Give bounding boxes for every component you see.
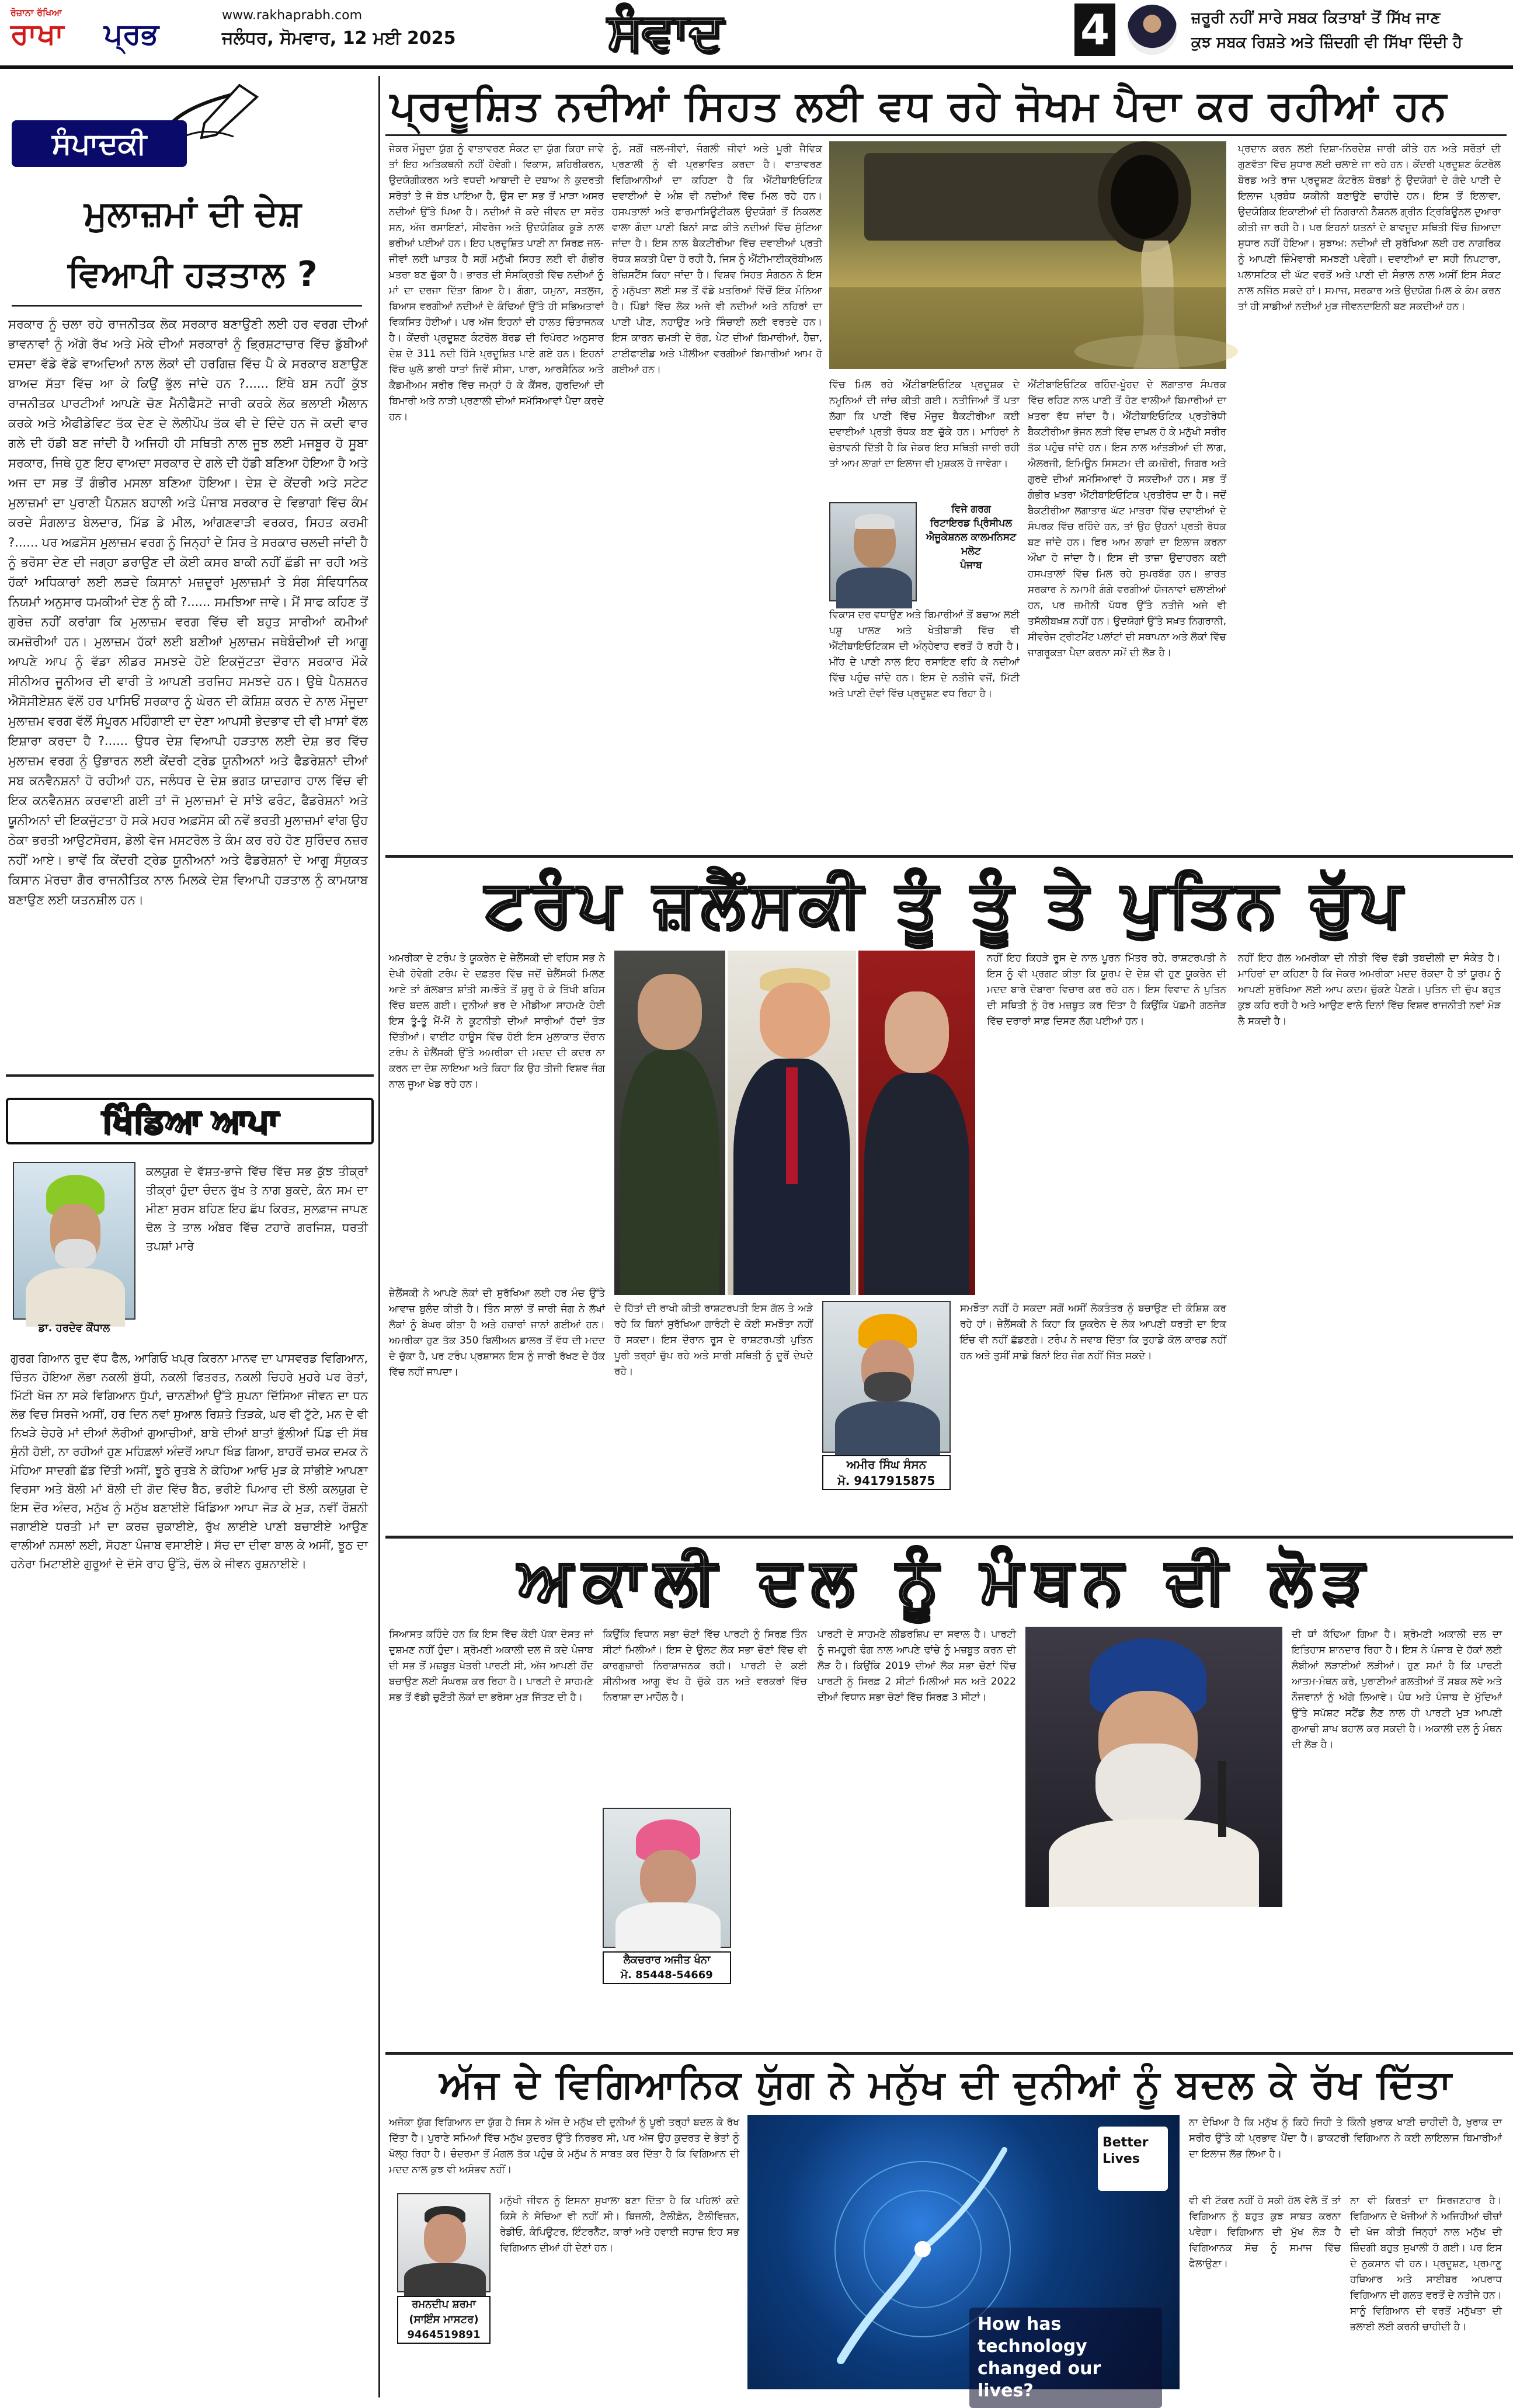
rivers-col-1: ਜੇਕਰ ਮੌਜੂਦਾ ਯੁੱਗ ਨੂੰ ਵਾਤਾਵਰਣ ਸੰਕਟ ਦਾ ਯੁੱਗ ਕਿਹਾ ਜਾਵੇ ਤਾਂ ਇਹ ਅਤਿਕਥਨੀ ਨਹੀਂ ਹੋਵੇਗੀ। ਵਿਕਾਸ, ਸ਼ਹਿਰੀਕਰਨ, ਉਦਯੋਗੀਕਰਨ ਅਤੇ ਵਧਦੀ ਆਬਾਦੀ ਦੇ ਦਬਾਅ ਨੇ ਕੁਦਰਤੀ ਸਰੋਤਾਂ ਤੇ ਜੋ ਬੋਝ ਪਾਇਆ ਹੈ, ਉਸ ਦਾ ਸਭ ਤੋਂ ਮਾੜਾ ਅਸਰ ਨਦੀਆਂ ਉੱਤੇ ਪਿਆ ਹੈ। ਨਦੀਆਂ ਜੋ ਕਦੇ ਜੀਵਨ ਦਾ ਸਰੋਤ ਸਨ, ਅੱਜ ਰਸਾਇਣਾਂ, ਸੀਵਰੇਜ ਅਤੇ ਉਦਯੋਗਿਕ ਕੂੜੇ ਨਾਲ ਭਰੀਆਂ ਪਈਆਂ ਹਨ। ਇਹ ਪ੍ਰਦੂਸ਼ਿਤ ਪਾਣੀ ਨਾ ਸਿਰਫ਼ ਜਲ-ਜੀਵਾਂ ਲਈ ਘਾਤਕ ਹੈ ਸਗੋਂ ਮਨੁੱਖੀ ਸਿਹਤ ਲਈ ਵੀ ਗੰਭੀਰ ਖ਼ਤਰਾ ਬਣ ਚੁੱਕਾ ਹੈ। ਭਾਰਤ ਦੀ ਸੰਸਕ੍ਰਿਤੀ ਵਿੱਚ ਨਦੀਆਂ ਨੂੰ ਮਾਂ ਦਾ ਦਰਜਾ ਦਿੱਤਾ ਗਿਆ ਹੈ। ਗੰਗਾ, ਯਮੁਨਾ, ਸਤਲੁਜ, ਬਿਆਸ ਵਰਗੀਆਂ ਨਦੀਆਂ ਦੇ ਕੰਢਿਆਂ ਉੱਤੇ ਹੀ ਸਭਿਅਤਾਵਾਂ ਵਿਕਸਿਤ ਹੋਈਆਂ। ਪਰ ਅੱਜ ਇਹਨਾਂ ਦੀ ਹਾਲਤ ਚਿੰਤਾਜਨਕ ਹੈ। ਕੇਂਦਰੀ ਪ੍ਰਦੂਸ਼ਣ ਕੰਟਰੋਲ ਬੋਰਡ ਦੀ ਰਿਪੋਰਟ ਅਨੁਸਾਰ ਦੇਸ਼ ਦੇ 311 ਨਦੀ ਹਿੱਸੇ ਪ੍ਰਦੂਸ਼ਿਤ ਪਾਏ ਗਏ ਹਨ। ਇਹਨਾਂ ਵਿੱਚ ਘੁਲੇ ਭਾਰੀ ਧਾਤਾਂ ਜਿਵੇਂ ਸੀਸਾ, ਪਾਰਾ, ਆਰਸੈਨਿਕ ਅਤੇ ਕੈਡਮੀਅਮ ਸਰੀਰ ਵਿੱਚ ਜਮ੍ਹਾਂ ਹੋ ਕੇ ਕੈਂਸਰ, ਗੁਰਦਿਆਂ ਦੀ ਬਿਮਾਰੀ ਅਤੇ ਨਾੜੀ ਪ੍ਰਣਾਲੀ ਦੀਆਂ ਸਮੱਸਿਆਵਾਂ ਪੈਦਾ ਕਰਦੇ ਹਨ। [389, 143, 604, 423]
logo [11, 7, 203, 54]
rivers-col-5: ਪ੍ਰਦਾਨ ਕਰਨ ਲਈ ਦਿਸ਼ਾ-ਨਿਰਦੇਸ਼ ਜਾਰੀ ਕੀਤੇ ਹਨ ਅਤੇ ਸਰੋਤਾਂ ਦੀ ਗੁਣਵੱਤਾ ਵਿੱਚ ਸੁਧਾਰ ਲਈ ਚਲਾਏ ਜਾ ਰਹੇ ਹਨ। ਕੇਂਦਰੀ ਪ੍ਰਦੂਸ਼ਣ ਕੰਟਰੋਲ ਬੋਰਡ ਅਤੇ ਰਾਜ ਪ੍ਰਦੂਸ਼ਣ ਕੰਟਰੋਲ ਬੋਰਡਾਂ ਨੂੰ ਉਦਯੋਗਾਂ ਦੇ ਗੰਦੇ ਪਾਣੀ ਦੇ ਇਲਾਜ ਪ੍ਰਬੰਧ ਯਕੀਨੀ ਬਣਾਉਣੇ ਚਾਹੀਦੇ ਹਨ। ਇਸ ਤੋਂ ਇਲਾਵਾ, ਉਦਯੋਗਿਕ ਇਕਾਈਆਂ ਦੀ ਨਿਗਰਾਨੀ ਨੈਸ਼ਨਲ ਗ੍ਰੀਨ ਟ੍ਰਿਬਿਊਨਲ ਦੁਆਰਾ ਕੀਤੀ ਜਾ ਰਹੀ ਹੈ। ਪਰ ਇਹਨਾਂ ਯਤਨਾਂ ਦੇ ਬਾਵਜੂਦ ਸਥਿਤੀ ਵਿੱਚ ਜ਼ਿਆਦਾ ਸੁਧਾਰ ਨਹੀਂ ਹੋਇਆ। ਸੁਝਾਅ: ਨਦੀਆਂ ਦੀ ਸੁਰੱਖਿਆ ਲਈ ਹਰ ਨਾਗਰਿਕ ਨੂੰ ਆਪਣੀ ਜ਼ਿੰਮੇਵਾਰੀ ਸਮਝਣੀ ਪਵੇਗੀ। ਦਵਾਈਆਂ ਦਾ ਸਹੀ ਨਿਪਟਾਰਾ, ਪਲਾਸਟਿਕ ਦੀ ਘੱਟ ਵਰਤੋਂ ਅਤੇ ਪਾਣੀ ਦੀ ਸੰਭਾਲ ਨਾਲ ਅਸੀਂ ਇਸ ਸੰਕਟ ਨਾਲ ਨਜਿੱਠ ਸਕਦੇ ਹਾਂ। ਸਮਾਜ, ਸਰਕਾਰ ਅਤੇ ਉਦਯੋਗ ਮਿਲ ਕੇ ਕੰਮ ਕਰਨ ਤਾਂ ਹੀ ਸਾਡੀਆਂ ਨਦੀਆਂ ਮੁੜ ਜੀਵਨਦਾਇਨੀ ਬਣ ਸਕਦੀਆਂ ਹਨ। [1238, 143, 1501, 312]
section-title: ਸੰਵਾਦ [607, 1, 723, 61]
akali-headline: ਅਕਾਲੀ ਦਲ ਨੂੰ ਮੰਥਨ ਦੀ ਲੋੜ [517, 1544, 1375, 1617]
editorial-body: ਸਰਕਾਰ ਨੂੰ ਚਲਾ ਰਹੇ ਰਾਜਨੀਤਕ ਲੋਕ ਸਰਕਾਰ ਬਣਾਉਣੀ ਲਈ ਹਰ ਵਰਗ ਦੀਆਂ ਭਾਵਨਾਵਾਂ ਨੂੰ ਅੱਗੇ ਰੱਖ ਅਤੇ ਮੋਕੇ ਦੀਆਂ ਸਰਕਾਰਾਂ ਨੂੰ ਭ੍ਰਿਸ਼ਟਾਚਾਰ ਵਿੱਚ ਡੁੱਬੀਆਂ ਦਸਦਾ ਵੱਡੇ ਵੱਡੇ ਵਾਅਦਿਆਂ ਨਾਲ ਲੋਕਾਂ ਦੀ ਹਰਗਿਜ਼ ਵਿੱਚ ਪੈ ਕੇ ਸਰਕਾਰ ਬਣਾਉਣ ਬਾਅਦ ਸੱਤਾ ਵਿੱਚ ਆ ਕੇ ਕਿਉਂ ਭੁੱਲ ਜਾਂਦੇ ਹਨ ?...... ਇੱਥੇ ਬਸ ਨਹੀਂ ਕੁੱਝ ਰਾਜਨੀਤਕ ਪਾਰਟੀਆਂ ਆਪਣੇ ਚੋਣ ਮੈਨੀਫੈਸਟੋ ਜਾਰੀ ਕਰਕੇ ਲੋਕ ਭਲਾਈ ਐਲਾਨ ਕਰਕੇ ਅਤੇ ਐਫੀਡੇਵਿਟ ਤੱਕ ਦੇਣ ਦੇ ਲੋਲੀਪੌਪ ਤੱਕ ਵੀ ਦੇ ਦਿੰਦੇ ਹਨ ਜੋ ਕਦੀ ਵਾਰ ਗਲੇ ਦੀ ਹੱਡੀ ਬਣ ਜਾਂਦੀ ਹੈ ਅਜਿਹੀ ਹੀ ਸਥਿਤੀ ਨਾਲ ਜੂਝ ਲਈ ਮਜਬੂਰ ਹੋ ਸੂਬਾ ਸਰਕਾਰ, ਜਿਥੇ ਹੁਣ ਇਹ ਵਾਅਦਾ ਸਰਕਾਰ ਦੇ ਗਲੇ ਦੀ ਹੱਡੀ ਬਣਿਆ ਹੋਇਆ ਹੈ ਅਤੇ ਅਜ ਦਾ ਸਭ ਤੋਂ ਗੰਭੀਰ ਮਸਲਾ ਬਣਿਆ ਹੋਇਆ। ਦੇਸ਼ ਦੇ ਕੇਂਦਰੀ ਅਤੇ ਸਟੇਟ ਮੁਲਾਜ਼ਮਾਂ ਦਾ ਪੁਰਾਣੀ ਪੈਨਸ਼ਨ ਬਹਾਲੀ ਅਤੇ ਪੰਜਾਬ ਸਰਕਾਰ ਦੇ ਵਿਭਾਗਾਂ ਵਿੱਚ ਕੰਮ ਕਰਦੇ ਸੰਗਲਾਤ ਬੇਲਦਾਰ, ਮਿੱਡ ਡੇ ਮੀਲ, ਆਂਗਣਵਾੜੀ ਵਰਕਰ, ਸਿਹਤ ਕਰਮੀ ?...... ਪਰ ਅਫ਼ਸੋਸ ਮੁਲਾਜ਼ਮ ਵਰਗ ਨੂੰ ਜਿਨ੍ਹਾਂ ਦੇ ਸਿਰ ਤੇ ਸਰਕਾਰ ਚਲਦੀ ਜਾਂਦੀ ਹੈ ਨੂੰ ਭਰੋਸਾ ਦੇਣ ਦੀ ਜਗ੍ਹਾ ਡਰਾਉਣ ਦੀ ਕੋਈ ਕਸਰ ਬਾਕੀ ਨਹੀਂ ਛੱਡੀ ਜਾ ਰਹੀ ਅਤੇ ਹੱਕਾਂ ਅਧਿਕਾਰਾਂ ਲਈ ਲੜਦੇ ਕਿਸਾਨਾਂ ਮਜ਼ਦੂਰਾਂ ਮੁਲਾਜ਼ਮਾਂ ਤੇ ਸੰਗ ਸੰਵਿਧਾਨਿਕ ਨਿਯਮਾਂ ਅਨੁਸਾਰ ਧਮਕੀਆਂ ਦੇਣ ਨੂੰ ਕੀ ?...... ਸਮਝਿਆ ਜਾਵੇ। ਮੈਂ ਸਾਫ ਕਹਿਣ ਤੋਂ ਗੁਰੇਜ਼ ਨਹੀਂ ਕਰਾਂਗਾ ਕਿ ਮੁਲਾਜ਼ਮ ਵਰਗ ਵਿੱਚ ਵੀ ਬਹੁਤ ਸਾਰੀਆਂ ਕਮੀਆਂ ਕਮਜ਼ੋਰੀਆਂ ਹਨ। ਮੁਲਾਜ਼ਮ ਹੱਕਾਂ ਲਈ ਬਣੀਆਂ ਮੁਲਾਜ਼ਮ ਜਥੇਬੰਦੀਆਂ ਦੀ ਆਗੂ ਆਪਣੇ ਆਪ ਨੂੰ ਵੱਡਾ ਲੀਡਰ ਸਮਝਦੇ ਹੋਏ ਇਕਜੁੱਟਤਾ ਦੌਰਾਨ ਸਰਕਾਰ ਮੌਕੇ ਸੀਨੀਅਰ ਜੂਨੀਅਰ ਦੀ ਵਾਰੀ ਤੇ ਆਪਣੀ ਤਰਜਿਹ ਸਮਝਦੇ ਹਨ। ਉਥੇ ਪੈਨਸ਼ਨਰ ਐਸੋਸੀਏਸ਼ਨ ਵੱਲੋਂ ਹਰ ਪਾਸਿਓਂ ਸਰਕਾਰ ਨੂੰ ਘੇਰਨ ਦੀ ਕੋਸ਼ਿਸ਼ ਕਰਨ ਦੇ ਨਾਲ ਮੌਜੂਦਾ ਮੁਲਾਜ਼ਮ ਵਰਗ ਵੱਲੋਂ ਸੰਪੂਰਨ ਮਹਿੰਗਾਈ ਦਾ ਦੇਣਾ ਆਪਸੀ ਭੇਦਭਾਵ ਦੀ ਵੀ ਖ਼ਾਸਾਂ ਵੱਲ ਇਸ਼ਾਰਾ ਕਰਦਾ ਹੈ ?...... ਉਧਰ ਦੇਸ਼ ਵਿਆਪੀ ਹੜਤਾਲ ਲਈ ਦੇਸ਼ ਭਰ ਵਿੱਚ ਮੁਲਾਜ਼ਮ ਵਰਗ ਨੂੰ ਉਭਾਰਨ ਲਈ ਕੇਂਦਰੀ ਟ੍ਰੇਡ ਯੂਨੀਅਨਾਂ ਅਤੇ ਫੈਡਰੇਸ਼ਨਾਂ ਦੀਆਂ ਸਬ ਕਨਵੈਨਸ਼ਨਾਂ ਹੋ ਰਹੀਆਂ ਹਨ, ਜਲੰਧਰ ਦੇ ਦੇਸ਼ ਭਗਤ ਯਾਦਗਾਰ ਹਾਲ ਵਿੱਚ ਵੀ ਇਕ ਕਨਵੈਨਸ਼ਨ ਕਰਵਾਈ ਗਈ ਤਾਂ ਜੋ ਮੁਲਾਜ਼ਮਾਂ ਦੇ ਸਾਂਝੇ ਫਰੰਟ, ਫੈਡਰੇਸ਼ਨਾਂ ਅਤੇ ਯੂਨੀਅਨਾਂ ਦੀ ਇਕਜੁੱਟਤਾ ਹੋ ਸਕੇ ਮਹਰ ਅਫ਼ਸੋਸ ਕੀ ਨਵੇਂ ਭਰਤੀ ਮੁਲਾਜ਼ਮਾਂ ਵਾਂਗ ਉਹ ਠੇਕਾ ਭਰਤੀ ਆਉਟਸੋਰਸ, ਡੇਲੀ ਵੇਜ ਮਸਟਰੋਲ ਤੇ ਕੰਮ ਕਰ ਰਹੇ ਹੋਣ ਸੁਰਿੰਦਰ ਨਜ਼ਰ ਨਹੀਂ ਆਏ। ਭਾਵੇਂ ਕਿ ਕੇਂਦਰੀ ਟ੍ਰੇਡ ਯੂਨੀਅਨਾਂ ਅਤੇ ਫੈਡਰੇਸ਼ਨਾਂ ਦੇ ਆਗੂ ਸੰਯੁਕਤ ਕਿਸਾਨ ਮੋਰਚਾ ਗੈਰ ਰਾਜਨੀਤਿਕ ਨਾਲ ਮਿਲਕੇ ਦੇਸ਼ ਵਿਆਪੀ ਹੜਤਾਲ ਨੂੰ ਕਾਮਯਾਬ ਬਣਾਉਣ ਲਈ ਯਤਨਸ਼ੀਲ ਹਨ। [8, 317, 368, 907]
science-col-1: ਅਜੋਕਾ ਯੁੱਗ ਵਿਗਿਆਨ ਦਾ ਯੁੱਗ ਹੈ ਜਿਸ ਨੇ ਅੱਜ ਦੇ ਮਨੁੱਖ ਦੀ ਦੁਨੀਆਂ ਨੂੰ ਪੂਰੀ ਤਰ੍ਹਾਂ ਬਦਲ ਕੇ ਰੱਖ ਦਿੱਤਾ ਹੈ। ਪੁਰਾਣੇ ਸਮਿਆਂ ਵਿੱਚ ਮਨੁੱਖ ਕੁਦਰਤ ਉੱਤੇ ਨਿਰਭਰ ਸੀ, ਪਰ ਅੱਜ ਉਹ ਕੁਦਰਤ ਦੇ ਭੇਤਾਂ ਨੂੰ ਖੋਲ੍ਹ ਰਿਹਾ ਹੈ। ਚੰਦਰਮਾ ਤੋਂ ਮੰਗਲ ਤੱਕ ਪਹੁੰਚ ਕੇ ਮਨੁੱਖ ਨੇ ਸਾਬਤ ਕਰ ਦਿੱਤਾ ਹੈ ਕਿ ਵਿਗਿਆਨ ਦੀ ਮਦਦ ਨਾਲ ਕੁਝ ਵੀ ਅਸੰਭਵ ਨਹੀਂ। [389, 2117, 739, 2176]
left-column-divider [378, 76, 380, 2397]
quote-avatar [1127, 5, 1177, 55]
trump-col-4: ਜ਼ੇਲੈਂਸਕੀ ਨੇ ਆਪਣੇ ਲੋਕਾਂ ਦੀ ਸੁਰੱਖਿਆ ਲਈ ਹਰ ਮੰਚ ਉੱਤੇ ਆਵਾਜ਼ ਬੁਲੰਦ ਕੀਤੀ ਹੈ। ਤਿੰਨ ਸਾਲਾਂ ਤੋਂ ਜਾਰੀ ਜੰਗ ਨੇ ਲੱਖਾਂ ਲੋਕਾਂ ਨੂੰ ਬੇਘਰ ਕੀਤਾ ਹੈ ਅਤੇ ਹਜ਼ਾਰਾਂ ਜਾਨਾਂ ਗਈਆਂ ਹਨ। ਅਮਰੀਕਾ ਹੁਣ ਤੱਕ 350 ਬਿਲੀਅਨ ਡਾਲਰ ਤੋਂ ਵੱਧ ਦੀ ਮਦਦ ਦੇ ਚੁੱਕਾ ਹੈ, ਪਰ ਟਰੰਪ ਪ੍ਰਸ਼ਾਸਨ ਇਸ ਨੂੰ ਜਾਰੀ ਰੱਖਣ ਦੇ ਹੱਕ ਵਿੱਚ ਨਹੀਂ ਜਾਪਦਾ। [389, 1287, 605, 1378]
poem-tag-box [6, 1098, 374, 1144]
poem-top-rule [6, 1074, 374, 1077]
science-image-text-bottom: How has technology changed our lives? [969, 2308, 1162, 2408]
rivers-col-3a: ਵਿੱਚ ਮਿਲ ਰਹੇ ਐਂਟੀਬਾਇਓਟਿਕ ਪ੍ਰਦੂਸ਼ਕ ਦੇ ਨਮੂਨਿਆਂ ਦੀ ਜਾਂਚ ਕੀਤੀ ਗਈ। ਨਤੀਜਿਆਂ ਤੋਂ ਪਤਾ ਲੱਗਾ ਕਿ ਪਾਣੀ ਵਿੱਚ ਮੌਜੂਦ ਬੈਕਟੀਰੀਆ ਕਈ ਦਵਾਈਆਂ ਪ੍ਰਤੀ ਰੋਧਕ ਬਣ ਚੁੱਕੇ ਹਨ। ਮਾਹਿਰਾਂ ਨੇ ਚੇਤਾਵਨੀ ਦਿੱਤੀ ਹੈ ਕਿ ਜੇਕਰ ਇਹ ਸਥਿਤੀ ਜਾਰੀ ਰਹੀ ਤਾਂ ਆਮ ਲਾਗਾਂ ਦਾ ਇਲਾਜ ਵੀ ਮੁਸ਼ਕਲ ਹੋ ਜਾਵੇਗਾ। [829, 379, 1020, 469]
page-number: 4 [1074, 4, 1115, 56]
science-article [385, 2056, 1507, 2401]
poem-intro: ਕਲਯੁਗ ਦੇ ਵੱਸ਼ਤ-ਭਾਜੇ ਵਿੱਚ ਵਿੱਚ ਸਭ ਕੁੱਝ ਤੀਕ੍ਰਾਂ ਤੀਕ੍ਰਾਂ ਹੁੰਦਾ ਚੰਦਨ ਰੁੱਖ ਤੇ ਨਾਗ ਬੁਕਦੇ, ਕੰਨ ਸਮ ਦਾ ਮੀਣਾ ਸੁਰਸ ਬਹਿਣ ਇਹ ਛੱਪ ਕਿਰਤ, ਸੁਲਫ਼ਾਜ ਜਾਪਣ ਢੋਲ ਤੇ ਤਾਲ ਅੰਬਰ ਵਿੱਚ ਟਹਾਰੇ ਗਰਜਿਸ਼, ਧਰਤੀ ਤਪਸ਼ਾਂ ਮਾਰੇ [146, 1164, 368, 1253]
rivers-col-4: ਐਂਟੀਬਾਇਓਟਿਕ ਰਹਿੰਦ-ਖੂੰਹਦ ਦੇ ਲਗਾਤਾਰ ਸੰਪਰਕ ਵਿੱਚ ਰਹਿਣ ਨਾਲ ਪਾਣੀ ਤੋਂ ਹੋਣ ਵਾਲੀਆਂ ਬਿਮਾਰੀਆਂ ਦਾ ਖ਼ਤਰਾ ਵੱਧ ਜਾਂਦਾ ਹੈ। ਐਂਟੀਬਾਇਓਟਿਕ ਪ੍ਰਤੀਰੋਧੀ ਬੈਕਟੀਰੀਆ ਭੋਜਨ ਲੜੀ ਵਿੱਚ ਦਾਖ਼ਲ ਹੋ ਕੇ ਮਨੁੱਖੀ ਸਰੀਰ ਤੱਕ ਪਹੁੰਚ ਜਾਂਦੇ ਹਨ। ਇਸ ਨਾਲ ਆਂਤੜੀਆਂ ਦੀ ਲਾਗ, ਐਲਰਜੀ, ਇਮਿਊਨ ਸਿਸਟਮ ਦੀ ਕਮਜ਼ੋਰੀ, ਜਿਗਰ ਅਤੇ ਗੁਰਦੇ ਦੀਆਂ ਸਮੱਸਿਆਵਾਂ ਹੋ ਸਕਦੀਆਂ ਹਨ। ਸਭ ਤੋਂ ਗੰਭੀਰ ਖ਼ਤਰਾ ਐਂਟੀਬਾਇਓਟਿਕ ਪ੍ਰਤੀਰੋਧ ਦਾ ਹੈ। ਜਦੋਂ ਬੈਕਟੀਰੀਆ ਲਗਾਤਾਰ ਘੱਟ ਮਾਤਰਾ ਵਿੱਚ ਦਵਾਈਆਂ ਦੇ ਸੰਪਰਕ ਵਿੱਚ ਰਹਿੰਦੇ ਹਨ, ਤਾਂ ਉਹ ਉਹਨਾਂ ਪ੍ਰਤੀ ਰੋਧਕ ਬਣ ਜਾਂਦੇ ਹਨ। ਫਿਰ ਆਮ ਲਾਗਾਂ ਦਾ ਇਲਾਜ ਕਰਨਾ ਔਖਾ ਹੋ ਜਾਂਦਾ ਹੈ। ਇਸ ਦੀ ਤਾਜ਼ਾ ਉਦਾਹਰਨ ਕਈ ਹਸਪਤਾਲਾਂ ਵਿੱਚ ਮਿਲ ਰਹੇ ਸੁਪਰਬੱਗ ਹਨ। ਭਾਰਤ ਸਰਕਾਰ ਨੇ ਨਮਾਮੀ ਗੰਗੇ ਵਰਗੀਆਂ ਯੋਜਨਾਵਾਂ ਚਲਾਈਆਂ ਹਨ, ਪਰ ਜ਼ਮੀਨੀ ਪੱਧਰ ਉੱਤੇ ਨਤੀਜੇ ਅਜੇ ਵੀ ਤਸੱਲੀਬਖ਼ਸ਼ ਨਹੀਂ ਹਨ। ਉਦਯੋਗਾਂ ਉੱਤੇ ਸਖ਼ਤ ਨਿਗਰਾਨੀ, ਸੀਵਰੇਜ ਟ੍ਰੀਟਮੈਂਟ ਪਲਾਂਟਾਂ ਦੀ ਸਥਾਪਨਾ ਅਤੇ ਲੋਕਾਂ ਵਿੱਚ ਜਾਗਰੂਕਤਾ ਪੈਦਾ ਕਰਨਾ ਸਮੇਂ ਦੀ ਲੋੜ ਹੈ। [1028, 379, 1226, 659]
quote-line-2: ਕੁਝ ਸਬਕ ਰਿਸ਼ਤੇ ਅਤੇ ਜ਼ਿੰਦਗੀ ਵੀ ਸਿੱਖਾ ਦਿੰਦੀ ਹੈ [1191, 34, 1462, 51]
trump-col-5: ਸਮਝੌਤਾ ਨਹੀਂ ਹੋ ਸਕਦਾ ਸਗੋਂ ਅਸੀਂ ਲੋਕਤੰਤਰ ਨੂੰ ਬਚਾਉਣ ਦੀ ਕੋਸ਼ਿਸ਼ ਕਰ ਰਹੇ ਹਾਂ। ਜ਼ੇਲੈਂਸਕੀ ਨੇ ਕਿਹਾ ਕਿ ਯੂਕਰੇਨ ਦੇ ਲੋਕ ਆਪਣੀ ਧਰਤੀ ਦਾ ਇਕ ਇੰਚ ਵੀ ਨਹੀਂ ਛੱਡਣਗੇ। ਟਰੰਪ ਨੇ ਜਵਾਬ ਦਿੱਤਾ ਕਿ ਤੁਹਾਡੇ ਕੋਲ ਕਾਰਡ ਨਹੀਂ ਹਨ ਅਤੇ ਤੁਸੀਂ ਸਾਡੇ ਬਿਨਾਂ ਇਹ ਜੰਗ ਨਹੀਂ ਜਿੱਤ ਸਕਦੇ। [960, 1303, 1226, 1362]
poem-tag: ਖਿੰਡਿਆ ਆਪਾ [102, 1102, 278, 1140]
rivers-article [385, 76, 1507, 852]
trump-col-3: ਨਹੀਂ ਇਹ ਕਿਹੜੇ ਰੂਸ ਦੇ ਨਾਲ ਪੂਰਨ ਮਿੱਤਰ ਰਹੇ, ਰਾਸ਼ਟਰਪਤੀ ਨੇ ਇਸ ਨੂੰ ਵੀ ਪ੍ਰਗਟ ਕੀਤਾ ਕਿ ਯੂਰਪ ਦੇ ਦੇਸ਼ ਵੀ ਹੁਣ ਯੂਕਰੇਨ ਦੀ ਮਦਦ ਬਾਰੇ ਦੋਬਾਰਾ ਵਿਚਾਰ ਕਰ ਰਹੇ ਹਨ। ਇਸ ਵਿਵਾਦ ਨੇ ਪੁਤਿਨ ਦੀ ਸਥਿਤੀ ਨੂੰ ਹੋਰ ਮਜ਼ਬੂਤ ਕਰ ਦਿੱਤਾ ਹੈ ਕਿਉਂਕਿ ਪੱਛਮੀ ਗਠਜੋੜ ਵਿੱਚ ਦਰਾਰਾਂ ਸਾਫ਼ ਦਿਸਣ ਲੱਗ ਪਈਆਂ ਹਨ। [987, 952, 1226, 1027]
site-url[interactable]: www.rakhaprabh.com [222, 8, 363, 23]
quote-line-1: ਜ਼ਰੂਰੀ ਨਹੀਂ ਸਾਰੇ ਸਬਕ ਕਿਤਾਬਾਂ ਤੋਂ ਸਿੱਖ ਜਾਣ [1191, 9, 1441, 27]
science-author-caption: ਰਮਨਦੀਪ ਸ਼ਰਮਾ (ਸਾਇੰਸ ਮਾਸਟਰ) 9464519891 [397, 2296, 491, 2344]
science-headline: ਅੱਜ ਦੇ ਵਿਗਿਆਨਿਕ ਯੁੱਗ ਨੇ ਮਨੁੱਖ ਦੀ ਦੁਨੀਆਂ ਨੂੰ ਬਦਲ ਕੇ ਰੱਖ ਦਿੱਤਾ [439, 2062, 1453, 2107]
akali-col-2: ਕਿਉਂਕਿ ਵਿਧਾਨ ਸਭਾ ਚੋਣਾਂ ਵਿੱਚ ਪਾਰਟੀ ਨੂੰ ਸਿਰਫ਼ ਤਿੰਨ ਸੀਟਾਂ ਮਿਲੀਆਂ। ਇਸ ਦੇ ਉਲਟ ਲੋਕ ਸਭਾ ਚੋਣਾਂ ਵਿੱਚ ਵੀ ਕਾਰਗੁਜ਼ਾਰੀ ਨਿਰਾਸ਼ਾਜਨਕ ਰਹੀ। ਪਾਰਟੀ ਦੇ ਕਈ ਸੀਨੀਅਰ ਆਗੂ ਵੱਖ ਹੋ ਚੁੱਕੇ ਹਨ ਅਤੇ ਵਰਕਰਾਂ ਵਿੱਚ ਨਿਰਾਸ਼ਾ ਦਾ ਮਾਹੌਲ ਹੈ। [603, 1628, 807, 1703]
editorial-title-2: ਵਿਆਪੀ ਹੜਤਾਲ ? [68, 254, 318, 295]
science-col-4: ਵੀ ਵੀ ਟੱਕਰ ਨਹੀਂ ਹੋ ਸਕੀ ਹੱਲ ਵੇਲੇ ਤੋਂ ਤਾਂ ਵਿਗਿਆਨ ਨੂੰ ਬਹੁਤ ਕੁਝ ਸਾਬਤ ਕਰਨਾ ਪਵੇਗਾ। ਵਿਗਿਆਨ ਦੀ ਮੁੱਖ ਲੋੜ ਹੈ ਵਿਗਿਆਨਕ ਸੋਚ ਨੂੰ ਸਮਾਜ ਵਿੱਚ ਫੈਲਾਉਣਾ। [1189, 2195, 1341, 2270]
trump-bottom-rule [385, 1536, 1513, 1539]
trump-headline: ਟਰੰਪ ਜ਼ਲੈਂਸਕੀ ਤੂੰ ਤੂੰ ਤੇ ਪੁਤਿਨ ਚੁੱਪ [485, 866, 1407, 941]
akali-author-photo [603, 1808, 731, 1948]
rivers-headline-rule [385, 134, 1507, 136]
rivers-col-2: ਨੂੰ, ਸਗੋਂ ਜਲ-ਜੀਵਾਂ, ਜੰਗਲੀ ਜੀਵਾਂ ਅਤੇ ਪੂਰੀ ਜੈਵਿਕ ਪ੍ਰਣਾਲੀ ਨੂੰ ਵੀ ਪ੍ਰਭਾਵਿਤ ਕਰਦਾ ਹੈ। ਵਾਤਾਵਰਣ ਵਿਗਿਆਨੀਆਂ ਦਾ ਕਹਿਣਾ ਹੈ ਕਿ ਐਂਟੀਬਾਇਓਟਿਕ ਦਵਾਈਆਂ ਦੇ ਅੰਸ਼ ਵੀ ਨਦੀਆਂ ਵਿੱਚ ਮਿਲ ਰਹੇ ਹਨ। ਹਸਪਤਾਲਾਂ ਅਤੇ ਫਾਰਮਾਸਿਊਟੀਕਲ ਉਦਯੋਗਾਂ ਤੋਂ ਨਿਕਲਣ ਵਾਲਾ ਗੰਦਾ ਪਾਣੀ ਬਿਨਾਂ ਸਾਫ਼ ਕੀਤੇ ਨਦੀਆਂ ਵਿੱਚ ਸੁੱਟਿਆ ਜਾਂਦਾ ਹੈ। ਇਸ ਨਾਲ ਬੈਕਟੀਰੀਆ ਵਿੱਚ ਦਵਾਈਆਂ ਪ੍ਰਤੀ ਰੋਧਕ ਸ਼ਕਤੀ ਪੈਦਾ ਹੋ ਰਹੀ ਹੈ, ਜਿਸ ਨੂੰ ਐਂਟੀਮਾਈਕ੍ਰੋਬੀਅਲ ਰੇਜ਼ਿਸਟੈਂਸ ਕਿਹਾ ਜਾਂਦਾ ਹੈ। ਵਿਸ਼ਵ ਸਿਹਤ ਸੰਗਠਨ ਨੇ ਇਸ ਨੂੰ ਮਨੁੱਖਤਾ ਲਈ ਸਭ ਤੋਂ ਵੱਡੇ ਖ਼ਤਰਿਆਂ ਵਿੱਚੋਂ ਇੱਕ ਮੰਨਿਆ ਹੈ। ਪਿੰਡਾਂ ਵਿੱਚ ਲੋਕ ਅਜੇ ਵੀ ਨਦੀਆਂ ਅਤੇ ਨਹਿਰਾਂ ਦਾ ਪਾਣੀ ਪੀਣ, ਨਹਾਉਣ ਅਤੇ ਸਿੰਚਾਈ ਲਈ ਵਰਤਦੇ ਹਨ। ਇਸ ਕਾਰਨ ਚਮੜੀ ਦੇ ਰੋਗ, ਪੇਟ ਦੀਆਂ ਬਿਮਾਰੀਆਂ, ਹੈਜ਼ਾ, ਟਾਈਫਾਈਡ ਅਤੇ ਪੀਲੀਆ ਵਰਗੀਆਂ ਬਿਮਾਰੀਆਂ ਆਮ ਹੋ ਗਈਆਂ ਹਨ। [612, 143, 822, 375]
rivers-bottom-rule [385, 855, 1513, 858]
editorial-section [0, 76, 374, 1074]
trump-author-photo [822, 1301, 951, 1453]
akali-col-1: ਸਿਆਸਤ ਕਹਿੰਦੇ ਹਨ ਕਿ ਇਸ ਵਿੱਚ ਕੋਈ ਪੱਕਾ ਦੋਸਤ ਜਾਂ ਦੁਸ਼ਮਣ ਨਹੀਂ ਹੁੰਦਾ। ਸ਼੍ਰੋਮਣੀ ਅਕਾਲੀ ਦਲ ਜੋ ਕਦੇ ਪੰਜਾਬ ਦੀ ਸਭ ਤੋਂ ਮਜ਼ਬੂਤ ਖੇਤਰੀ ਪਾਰਟੀ ਸੀ, ਅੱਜ ਆਪਣੀ ਹੋਂਦ ਬਚਾਉਣ ਲਈ ਸੰਘਰਸ਼ ਕਰ ਰਿਹਾ ਹੈ। ਪਾਰਟੀ ਦੇ ਸਾਹਮਣੇ ਸਭ ਤੋਂ ਵੱਡੀ ਚੁਣੌਤੀ ਲੋਕਾਂ ਦਾ ਭਰੋਸਾ ਮੁੜ ਜਿੱਤਣ ਦੀ ਹੈ। [389, 1628, 593, 1703]
rivers-author-caption: ਵਿਜੇ ਗਰਗ ਰਿਟਾਇਰਡ ਪ੍ਰਿੰਸੀਪਲ ਐਜੂਕੇਸ਼ਨਲ ਕਾਲਮਨਿਸਟ ਮਲੋਟ ਪੰਜਾਬ [926, 503, 1017, 571]
poem-body: ਗੁਰਗ ਗਿਆਨ ਰੁਦ ਵੱਧ ਫੈਲ, ਆਗਿਓ ਖਪ੍ਰ ਕਿਰਨਾ ਮਾਨਵ ਦਾ ਪਾਸਵਰਡ ਵਿਗਿਆਨ, ਚਿੰਤਨ ਹੋਇਆ ਲੋਭਾ ਨਕਲੀ ਬੁੱਧੀ, ਨਕਲੀ ਫਿਤਰਤ, ਨਕਲੀ ਚਿਹਰੇ ਮੁਹਰੇ ਪਰ ਰੇਤਾਂ, ਮਿੱਟੀ ਖੋਜ ਨਾ ਸਕੇ ਵਿਗਿਆਨ ਧੁੱਪਾਂ, ਚਾਨਣੀਆਂ ਉੱਤੇ ਸੁਪਨਾ ਦਿੱਸਿਆ ਜੀਵਨ ਦਾ ਧਨ ਲੋਭ ਵਿਚ ਸਿਰਜੇ ਅਸੀਂ, ਹਰ ਦਿਨ ਨਵਾਂ ਸੁਆਲ ਰਿਸ਼ਤੇ ਤਿੜਕੇ, ਘਰ ਵੀ ਟੁੱਟੇ, ਮਨ ਦੇ ਵੀ ਨਿਖੜੇ ਚੇਹਰੇ ਮਾਂ ਦੀਆਂ ਲੋਰੀਆਂ ਗੁਆਚੀਆਂ, ਬਾਬੇ ਦੀਆਂ ਬਾਤਾਂ ਭੁੱਲੀਆਂ ਪਿੰਡ ਦੀ ਸੱਥ ਸੁੰਨੀ ਹੋਈ, ਨਾ ਰਹੀਆਂ ਹੁਣ ਮਹਿਫ਼ਲਾਂ ਅੰਦਰੋਂ ਆਪਾ ਖਿੰਡ ਗਿਆ, ਬਾਹਰੋਂ ਚਮਕ ਦਮਕ ਨੇ ਮੋਹਿਆ ਸਾਦਗੀ ਛੱਡ ਦਿੱਤੀ ਅਸੀਂ, ਝੂਠੇ ਰੁਤਬੇ ਨੇ ਕੋਹਿਆ ਆਓ ਮੁੜ ਕੇ ਸਾਂਭੀਏ ਆਪਣਾ ਵਿਰਸਾ ਅਤੇ ਬੋਲੀ ਮਾਂ ਬੋਲੀ ਦੀ ਗੋਦ ਵਿੱਚ ਬੈਠ, ਭਰੀਏ ਪਿਆਰ ਦੀ ਝੋਲੀ ਕਲਯੁਗ ਦੇ ਇਸ ਦੌਰ ਅੰਦਰ, ਮਨੁੱਖ ਨੂੰ ਮਨੁੱਖ ਬਣਾਈਏ ਖਿੰਡਿਆ ਆਪਾ ਜੋੜ ਕੇ ਮੁੜ, ਨਵੀਂ ਰੌਸ਼ਨੀ ਜਗਾਈਏ ਧਰਤੀ ਮਾਂ ਦਾ ਕਰਜ਼ ਚੁਕਾਈਏ, ਰੁੱਖ ਲਾਈਏ ਪਾਣੀ ਬਚਾਈਏ ਆਉਣ ਵਾਲੀਆਂ ਨਸਲਾਂ ਲਈ, ਸੋਹਣਾ ਪੰਜਾਬ ਵਸਾਈਏ। ਸੱਚ ਦਾ ਦੀਵਾ ਬਾਲ ਕੇ ਅਸੀਂ, ਝੂਠ ਦਾ ਹਨੇਰਾ ਮਿਟਾਈਏ ਗੁਰੂਆਂ ਦੇ ਦੱਸੇ ਰਾਹ ਉੱਤੇ, ਚੱਲ ਕੇ ਜੀਵਨ ਰੁਸ਼ਨਾਈਏ। [11, 1351, 368, 1571]
science-col-2: ਮਨੁੱਖੀ ਜੀਵਨ ਨੂੰ ਇਸਨਾ ਸੁਖਾਲਾ ਬਣਾ ਦਿੱਤਾ ਹੈ ਕਿ ਪਹਿਲਾਂ ਕਦੇ ਕਿਸੇ ਨੇ ਸੋਚਿਆ ਵੀ ਨਹੀਂ ਸੀ। ਬਿਜਲੀ, ਟੈਲੀਫ਼ੋਨ, ਟੈਲੀਵਿਜ਼ਨ, ਰੇਡੀਓ, ਕੰਪਿਊਟਰ, ਇੰਟਰਨੈੱਟ, ਕਾਰਾਂ ਅਤੇ ਹਵਾਈ ਜਹਾਜ਼ ਇਹ ਸਭ ਵਿਗਿਆਨ ਦੀਆਂ ਹੀ ਦੇਣਾਂ ਹਨ। [500, 2195, 739, 2254]
rivers-headline: ਪ੍ਰਦੂਸ਼ਿਤ ਨਦੀਆਂ ਸਿਹਤ ਲਈ ਵਧ ਰਹੇ ਜੋਖਮ ਪੈਦਾ ਕਰ ਰਹੀਆਂ ਹਨ [390, 82, 1448, 130]
poem-section [0, 1074, 374, 2394]
akali-author-caption: ਲੈਕਚਰਾਰ ਅਜੀਤ ਖੰਨਾ ਮੋ. 85448-54669 [603, 1951, 731, 1984]
science-author-photo [397, 2193, 491, 2292]
akali-article [385, 1539, 1507, 2053]
trump-photo-zelensky [614, 951, 725, 1295]
editorial-tag: ਸੰਪਾਦਕੀ [12, 120, 187, 167]
trump-photo-trump [728, 951, 856, 1295]
logo-line1: ਰੋਜ਼ਾਨਾ ਰੱਖਿਆ [11, 7, 62, 18]
science-photo-tech [747, 2115, 1180, 2401]
logo-rakha: ਰਾਖਾ [11, 17, 64, 51]
trump-col-6: ਨਹੀਂ ਇਹ ਗੱਲ ਅਮਰੀਕਾ ਦੀ ਨੀਤੀ ਵਿੱਚ ਵੱਡੀ ਤਬਦੀਲੀ ਦਾ ਸੰਕੇਤ ਹੈ। ਮਾਹਿਰਾਂ ਦਾ ਕਹਿਣਾ ਹੈ ਕਿ ਜੇਕਰ ਅਮਰੀਕਾ ਮਦਦ ਰੋਕਦਾ ਹੈ ਤਾਂ ਯੂਰਪ ਨੂੰ ਆਪਣੀ ਸੁਰੱਖਿਆ ਲਈ ਆਪ ਕਦਮ ਚੁੱਕਣੇ ਪੈਣਗੇ। ਪੁਤਿਨ ਦੀ ਚੁੱਪ ਬਹੁਤ ਕੁਝ ਕਹਿ ਰਹੀ ਹੈ ਅਤੇ ਆਉਣ ਵਾਲੇ ਦਿਨਾਂ ਵਿੱਚ ਵਿਸ਼ਵ ਰਾਜਨੀਤੀ ਨਵਾਂ ਮੋੜ ਲੈ ਸਕਦੀ ਹੈ। [1238, 952, 1501, 1027]
akali-photo-leader [1025, 1627, 1282, 1907]
trump-col-1: ਅਮਰੀਕਾ ਦੇ ਟਰੰਪ ਤੇ ਯੂਕਰੇਨ ਦੇ ਜ਼ੇਲੈਂਸਕੀ ਦੀ ਵਹਿਸ ਸਭ ਨੇ ਦੇਖੀ ਹੋਵੇਗੀ ਟਰੰਪ ਦੇ ਦਫ਼ਤਰ ਵਿੱਚ ਜਦੋਂ ਜ਼ੇਲੈਂਸਕੀ ਮਿਲਣ ਆਏ ਤਾਂ ਗੱਲਬਾਤ ਸ਼ਾਂਤੀ ਸਮਝੌਤੇ ਤੋਂ ਸ਼ੁਰੂ ਹੋ ਕੇ ਤਿੱਖੀ ਬਹਿਸ ਵਿੱਚ ਬਦਲ ਗਈ। ਦੁਨੀਆਂ ਭਰ ਦੇ ਮੀਡੀਆ ਸਾਹਮਣੇ ਹੋਈ ਇਸ ਤੂੰ-ਤੂੰ ਮੈਂ-ਮੈਂ ਨੇ ਕੂਟਨੀਤੀ ਦੀਆਂ ਸਾਰੀਆਂ ਹੱਦਾਂ ਤੋੜ ਦਿੱਤੀਆਂ। ਵਾਈਟ ਹਾਊਸ ਵਿੱਚ ਹੋਈ ਇਸ ਮੁਲਾਕਾਤ ਦੌਰਾਨ ਟਰੰਪ ਨੇ ਜ਼ੇਲੈਂਸਕੀ ਉੱਤੇ ਅਮਰੀਕਾ ਦੀ ਮਦਦ ਦੀ ਕਦਰ ਨਾ ਕਰਨ ਦਾ ਦੋਸ਼ ਲਾਇਆ ਅਤੇ ਕਿਹਾ ਕਿ ਉਹ ਤੀਜੀ ਵਿਸ਼ਵ ਜੰਗ ਨਾਲ ਜੂਆ ਖੇਡ ਰਹੇ ਹਨ। [389, 952, 605, 1090]
trump-article [385, 859, 1507, 1537]
science-image-badge [1098, 2127, 1168, 2191]
science-col-3: ਨਾ ਦੇਖਿਆ ਹੈ ਕਿ ਮਨੁੱਖ ਨੂੰ ਕਿਹੋ ਜਿਹੀ ਤੇ ਕਿੰਨੀ ਖ਼ੁਰਾਕ ਖਾਣੀ ਚਾਹੀਦੀ ਹੈ, ਖ਼ੁਰਾਕ ਦਾ ਸਰੀਰ ਉੱਤੇ ਕੀ ਪ੍ਰਭਾਵ ਪੈਂਦਾ ਹੈ। ਡਾਕਟਰੀ ਵਿਗਿਆਨ ਨੇ ਕਈ ਲਾਇਲਾਜ ਬਿਮਾਰੀਆਂ ਦਾ ਇਲਾਜ ਲੱਭ ਲਿਆ ਹੈ। [1189, 2117, 1502, 2160]
editorial-title-underline [12, 305, 362, 307]
akali-col-4: ਦੀ ਥਾਂ ਕੱਢਿਆ ਗਿਆ ਹੈ। ਸ਼੍ਰੋਮਣੀ ਅਕਾਲੀ ਦਲ ਦਾ ਇਤਿਹਾਸ ਸ਼ਾਨਦਾਰ ਰਿਹਾ ਹੈ। ਇਸ ਨੇ ਪੰਜਾਬ ਦੇ ਹੱਕਾਂ ਲਈ ਲੰਬੀਆਂ ਲੜਾਈਆਂ ਲੜੀਆਂ। ਹੁਣ ਸਮਾਂ ਹੈ ਕਿ ਪਾਰਟੀ ਆਤਮ-ਮੰਥਨ ਕਰੇ, ਪੁਰਾਣੀਆਂ ਗਲਤੀਆਂ ਤੋਂ ਸਬਕ ਲਵੇ ਅਤੇ ਨੌਜਵਾਨਾਂ ਨੂੰ ਅੱਗੇ ਲਿਆਵੇ। ਪੰਥ ਅਤੇ ਪੰਜਾਬ ਦੇ ਮੁੱਦਿਆਂ ਉੱਤੇ ਸਪੱਸ਼ਟ ਸਟੈਂਡ ਲੈਣ ਨਾਲ ਹੀ ਪਾਰਟੀ ਮੁੜ ਆਪਣੀ ਗੁਆਚੀ ਸ਼ਾਖ ਬਹਾਲ ਕਰ ਸਕਦੀ ਹੈ। ਅਕਾਲੀ ਦਲ ਨੂੰ ਮੰਥਨ ਦੀ ਲੋੜ ਹੈ। [1292, 1628, 1502, 1751]
akali-bottom-rule [385, 2052, 1513, 2055]
logo-prabh: ਪ੍ਰਭ [104, 17, 159, 51]
trump-author-caption: ਅਮੀਰ ਸਿੰਘ ਸੰਸਨ ਮੋ. 9417915875 [822, 1455, 951, 1490]
trump-photo-putin [858, 951, 975, 1295]
poem-author-photo [13, 1162, 135, 1320]
science-col-5: ਨਾ ਵੀ ਕਿਰਤਾਂ ਦਾ ਸਿਰਜਣਹਾਰ ਹੈ। ਵਿਗਿਆਨ ਦੇ ਖੋਜੀਆਂ ਨੇ ਅਜਿਹੀਆਂ ਚੀਜ਼ਾਂ ਦੀ ਖੋਜ ਕੀਤੀ ਜਿਨ੍ਹਾਂ ਨਾਲ ਮਨੁੱਖ ਦੀ ਜ਼ਿੰਦਗੀ ਬਹੁਤ ਸੁਖਾਲੀ ਹੋ ਗਈ। ਪਰ ਇਸ ਦੇ ਨੁਕਸਾਨ ਵੀ ਹਨ। ਪ੍ਰਦੂਸ਼ਣ, ਪ੍ਰਮਾਣੂ ਹਥਿਆਰ ਅਤੇ ਸਾਈਬਰ ਅਪਰਾਧ ਵਿਗਿਆਨ ਦੀ ਗਲਤ ਵਰਤੋਂ ਦੇ ਨਤੀਜੇ ਹਨ। ਸਾਨੂੰ ਵਿਗਿਆਨ ਦੀ ਵਰਤੋਂ ਮਨੁੱਖਤਾ ਦੀ ਭਲਾਈ ਲਈ ਕਰਨੀ ਚਾਹੀਦੀ ਹੈ। [1350, 2195, 1502, 2333]
science-image-text-top: Better Lives [1102, 2135, 1149, 2166]
editorial-title-1: ਮੁਲਾਜ਼ਮਾਂ ਦੀ ਦੇਸ਼ [84, 193, 302, 234]
dateline: ਜਲੰਧਰ, ਸੋਮਵਾਰ, 12 ਮਈ 2025 [222, 28, 456, 48]
rivers-col-3b: ਵਿਕਾਸ ਦਰ ਵਧਾਉਣ ਅਤੇ ਬਿਮਾਰੀਆਂ ਤੋਂ ਬਚਾਅ ਲਈ ਪਸ਼ੂ ਪਾਲਣ ਅਤੇ ਖੇਤੀਬਾੜੀ ਵਿੱਚ ਵੀ ਐਂਟੀਬਾਇਓਟਿਕਸ ਦੀ ਅੰਨ੍ਹੇਵਾਹ ਵਰਤੋਂ ਹੋ ਰਹੀ ਹੈ। ਮੀਂਹ ਦੇ ਪਾਣੀ ਨਾਲ ਇਹ ਰਸਾਇਣ ਵਹਿ ਕੇ ਨਦੀਆਂ ਵਿੱਚ ਪਹੁੰਚ ਜਾਂਦੇ ਹਨ। ਇਸ ਦੇ ਨਤੀਜੇ ਵਜੋਂ, ਮਿੱਟੀ ਅਤੇ ਪਾਣੀ ਦੋਵਾਂ ਵਿੱਚ ਪ੍ਰਦੂਸ਼ਣ ਵਧ ਰਿਹਾ ਹੈ। [829, 609, 1020, 700]
poem-author-caption: ਡਾ. ਹਰਦੇਵ ਕੌਂਧਾਲ [38, 1322, 110, 1334]
trump-col-2: ਦੇ ਹਿੱਤਾਂ ਦੀ ਰਾਖੀ ਕੀਤੀ ਰਾਸ਼ਟਰਪਤੀ ਇਸ ਗੱਲ ਤੇ ਅੜੇ ਰਹੇ ਕਿ ਬਿਨਾਂ ਸੁਰੱਖਿਆ ਗਾਰੰਟੀ ਦੇ ਕੋਈ ਸਮਝੌਤਾ ਨਹੀਂ ਹੋ ਸਕਦਾ। ਇਸ ਦੌਰਾਨ ਰੂਸ ਦੇ ਰਾਸ਼ਟਰਪਤੀ ਪੁਤਿਨ ਪੂਰੀ ਤਰ੍ਹਾਂ ਚੁੱਪ ਰਹੇ ਅਤੇ ਸਾਰੀ ਸਥਿਤੀ ਨੂੰ ਦੂਰੋਂ ਦੇਖਦੇ ਰਹੇ। [614, 1303, 813, 1377]
akali-col-3: ਪਾਰਟੀ ਦੇ ਸਾਹਮਣੇ ਲੀਡਰਸ਼ਿਪ ਦਾ ਸਵਾਲ ਹੈ। ਪਾਰਟੀ ਨੂੰ ਜਮਹੂਰੀ ਢੰਗ ਨਾਲ ਆਪਣੇ ਢਾਂਚੇ ਨੂੰ ਮਜ਼ਬੂਤ ਕਰਨ ਦੀ ਲੋੜ ਹੈ। ਕਿਉਂਕਿ 2019 ਦੀਆਂ ਲੋਕ ਸਭਾ ਚੋਣਾਂ ਵਿੱਚ ਪਾਰਟੀ ਨੂੰ ਸਿਰਫ਼ 2 ਸੀਟਾਂ ਮਿਲੀਆਂ ਸਨ ਅਤੇ 2022 ਦੀਆਂ ਵਿਧਾਨ ਸਭਾ ਚੋਣਾਂ ਵਿੱਚ ਸਿਰਫ਼ 3 ਸੀਟਾਂ। [818, 1628, 1016, 1703]
rivers-photo-pipe [829, 141, 1226, 369]
masthead-rule [0, 65, 1513, 69]
masthead [0, 0, 1513, 76]
rivers-author-photo [829, 502, 917, 601]
